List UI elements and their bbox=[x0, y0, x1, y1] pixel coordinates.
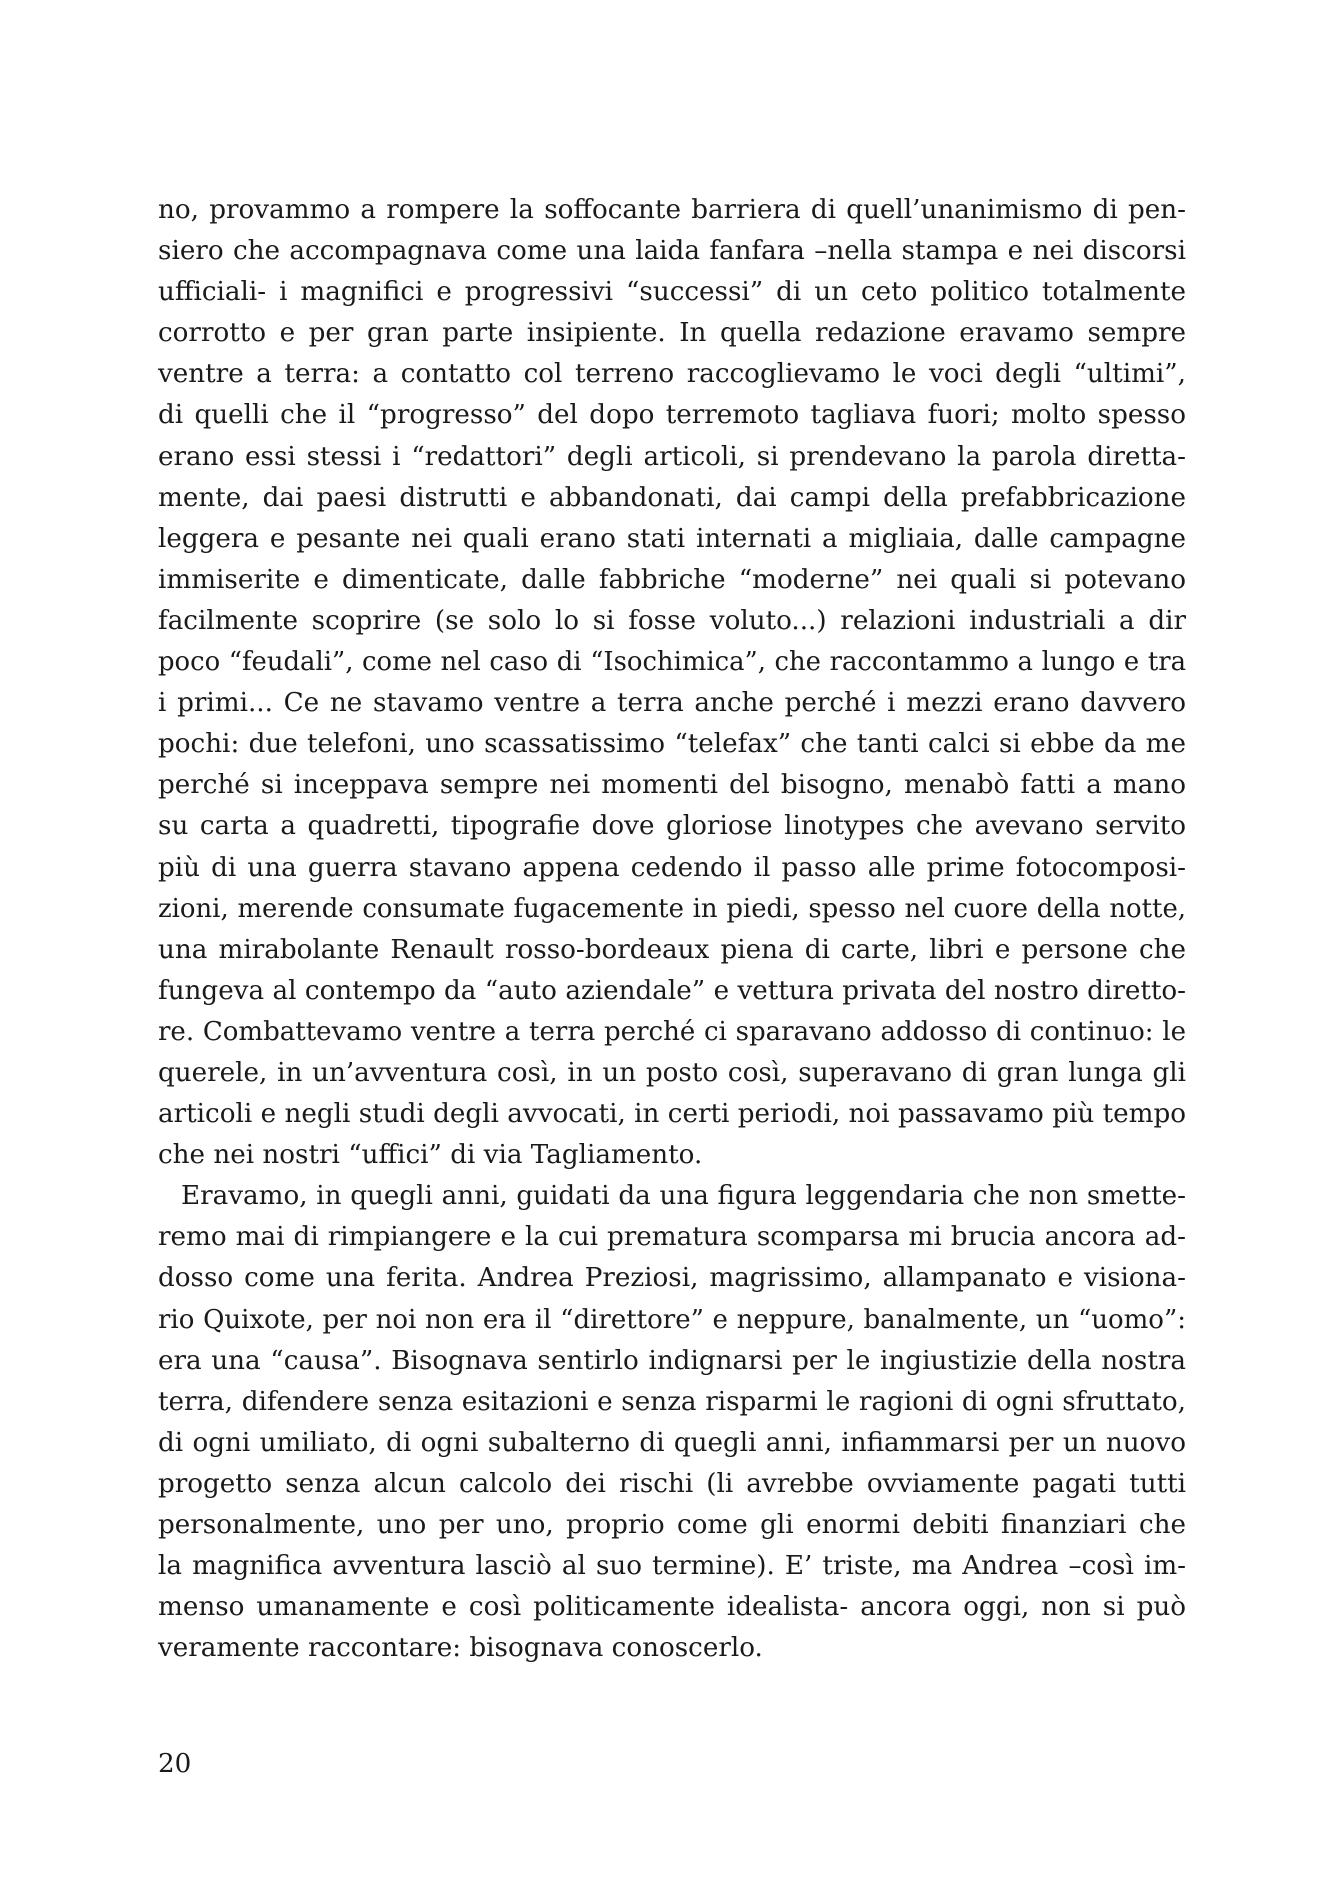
text-line: rio Quixote, per noi non era il “direttore” e neppure, banalmente, un “uomo”: bbox=[158, 1304, 1186, 1335]
text-line: di quelli che il “progresso” del dopo terremoto tagliava fuori; molto spesso bbox=[158, 400, 1186, 431]
text-line: leggera e pesante nei quali erano stati internati a migliaia, dalle campagne bbox=[158, 523, 1186, 554]
text-line: immiserite e dimenticate, dalle fabbriche “moderne” nei quali si potevano bbox=[158, 564, 1186, 595]
text-line: mente, dai paesi distrutti e abbandonati, dai campi della prefabbricazione bbox=[158, 482, 1186, 513]
text-line: ventre a terra: a contatto col terreno raccoglievamo le voci degli “ultimi”, bbox=[158, 359, 1186, 390]
text-line: una mirabolante Renault rosso-bordeaux piena di carte, libri e persone che bbox=[158, 934, 1186, 965]
text-line: perché si inceppava sempre nei momenti del bisogno, menabò fatti a mano bbox=[158, 770, 1186, 801]
text-line: zioni, merende consumate fugacemente in piedi, spesso nel cuore della notte, bbox=[158, 893, 1186, 924]
text-line: querele, in un’avventura così, in un posto così, superavano di gran lunga gli bbox=[158, 1057, 1186, 1088]
text-line: remo mai di rimpiangere e la cui prematura scomparsa mi brucia ancora ad- bbox=[158, 1222, 1186, 1253]
page-number: 20 bbox=[158, 1749, 192, 1779]
text-line: siero che accompagnava come una laida fanfara –nella stampa e nei discorsi bbox=[158, 236, 1186, 267]
text-line: fungeva al contempo da “auto aziendale” e vettura privata del nostro diretto- bbox=[158, 975, 1186, 1006]
text-line: corrotto e per gran parte insipiente. In quella redazione eravamo sempre bbox=[158, 318, 1186, 349]
text-line: no, provammo a rompere la soffocante barriera di quell’unanimismo di pen- bbox=[158, 195, 1186, 225]
text-line: progetto senza alcun calcolo dei rischi (li avrebbe ovviamente pagati tutti bbox=[158, 1468, 1186, 1499]
text-line: ufficiali- i magnifici e progressivi “successi” di un ceto politico totalmente bbox=[158, 277, 1186, 308]
text-line: più di una guerra stavano appena cedendo il passo alle prime fotocomposi- bbox=[158, 852, 1186, 883]
text-line: articoli e negli studi degli avvocati, in certi periodi, noi passavamo più tempo bbox=[158, 1099, 1186, 1130]
text-line: erano essi stessi i “redattori” degli articoli, si prendevano la parola diretta- bbox=[158, 441, 1186, 472]
text-line: di ogni umiliato, di ogni subalterno di quegli anni, infiammarsi per un nuovo bbox=[158, 1427, 1186, 1458]
text-line: terra, difendere senza esitazioni e senza risparmi le ragioni di ogni sfruttato, bbox=[158, 1386, 1186, 1417]
text-line: personalmente, uno per uno, proprio come gli enormi debiti finanziari che bbox=[158, 1510, 1186, 1540]
text-line: pochi: due telefoni, uno scassatissimo “telefax” che tanti calci si ebbe da me bbox=[158, 729, 1186, 760]
text-line: dosso come una ferita. Andrea Preziosi, magrissimo, allampanato e visiona- bbox=[158, 1263, 1186, 1294]
text-line: poco “feudali”, come nel caso di “Isochimica”, che raccontammo a lungo e tra bbox=[158, 647, 1186, 678]
text-line: la magnifica avventura lasciò al suo termine). E’ triste, ma Andrea –così im- bbox=[158, 1551, 1186, 1582]
text-line: facilmente scoprire (se solo lo si fosse voluto...) relazioni industriali a dir bbox=[158, 605, 1186, 636]
text-line: menso umanamente e così politicamente idealista- ancora oggi, non si può bbox=[158, 1592, 1186, 1623]
text-line: re. Combattevamo ventre a terra perché ci sparavano addosso di continuo: le bbox=[158, 1016, 1186, 1047]
text-line: era una “causa”. Bisognava sentirlo indignarsi per le ingiustizie della nostra bbox=[158, 1345, 1186, 1376]
text-line: che nei nostri “uffici” di via Tagliamento. bbox=[158, 1140, 703, 1171]
body-text bbox=[158, 190, 1186, 1669]
text-line: Eravamo, in quegli anni, guidati da una figura leggendaria che non smette- bbox=[181, 1181, 1186, 1212]
text-line: veramente raccontare: bisognava conoscerlo. bbox=[158, 1633, 763, 1664]
text-line: su carta a quadretti, tipografie dove gloriose linotypes che avevano servito bbox=[158, 811, 1186, 842]
text-line: i primi... Ce ne stavamo ventre a terra anche perché i mezzi erano davvero bbox=[158, 688, 1186, 719]
